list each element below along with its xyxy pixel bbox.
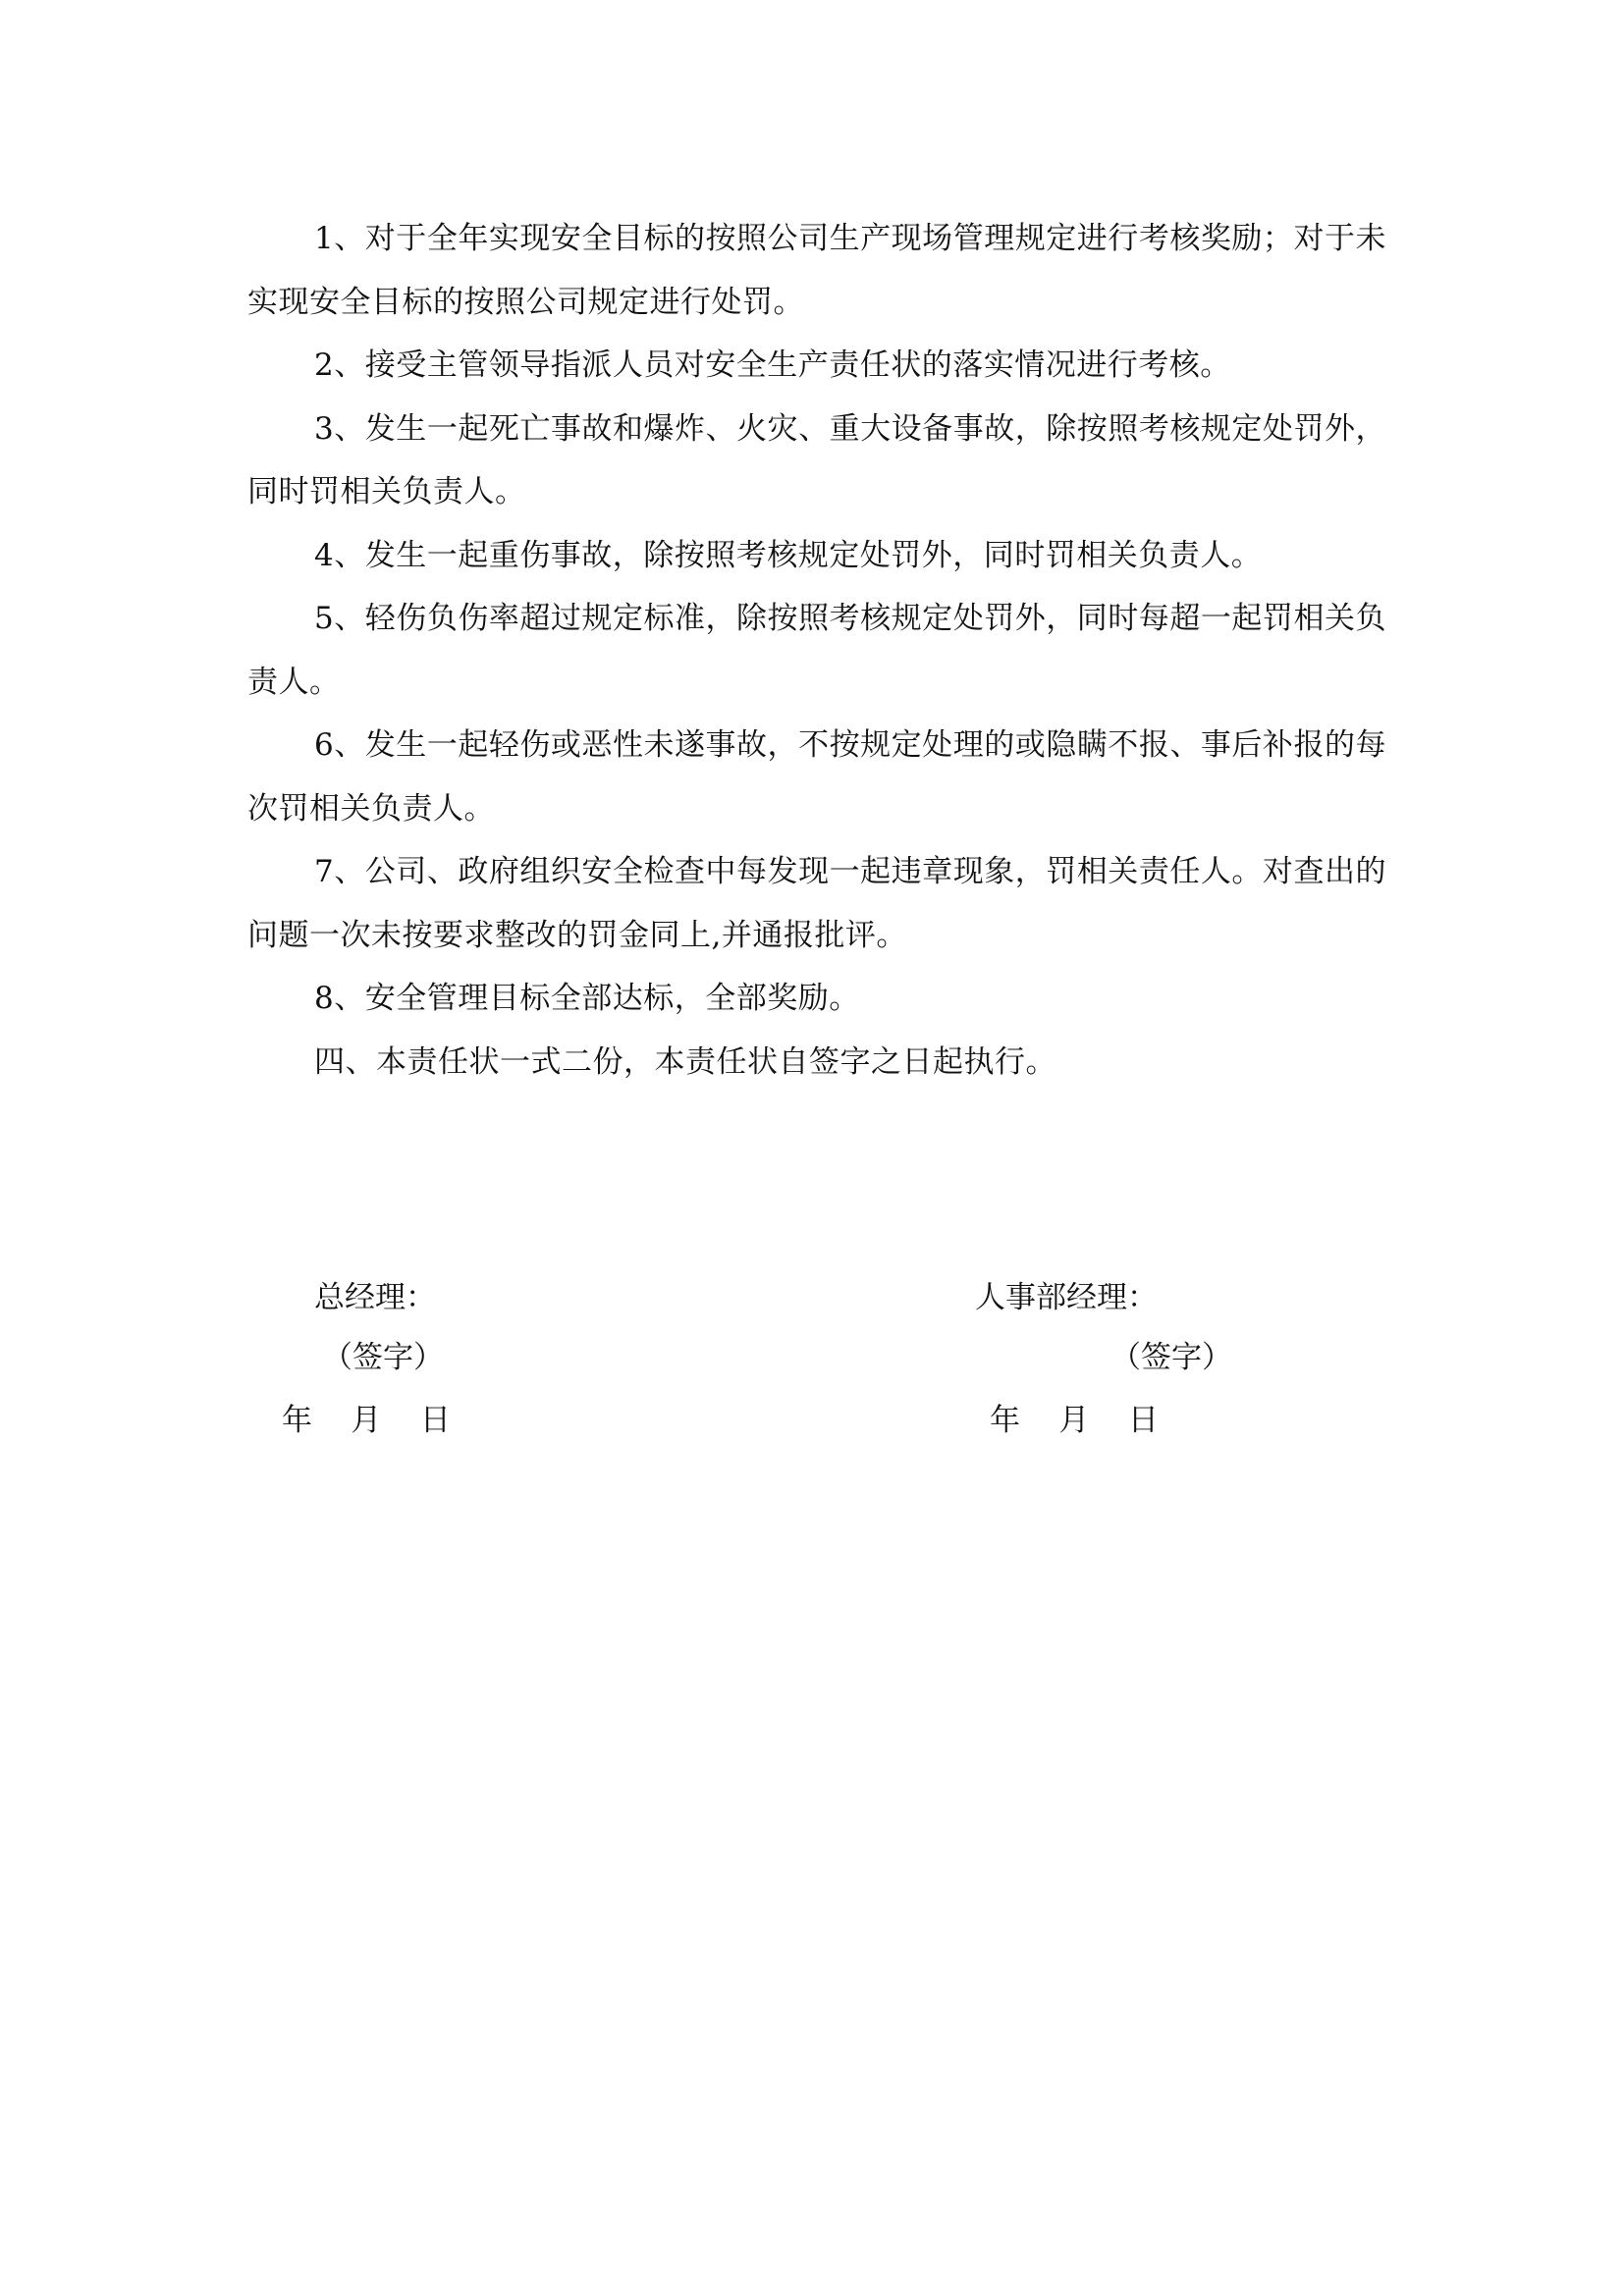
hr-manager-date: 年 月 日: [990, 1403, 1159, 1438]
hr-manager-sign-label: （签字）: [1110, 1340, 1232, 1375]
clause-1: 1、对于全年实现安全目标的按照公司生产现场管理规定进行考核奖励；对于未实现安全目标的按照公司规定进行处罚。: [247, 221, 1386, 320]
clause-3: 3、发生一起死亡事故和爆炸、火灾、重大设备事故，除按照考核规定处罚外，同时罚相关负责人。: [247, 410, 1386, 509]
general-manager-sign-label: （签字）: [322, 1340, 444, 1375]
clause-7: 7、公司、政府组织安全检查中每发现一起违章现象，罚相关责任人。对查出的问题一次未按要求整改的罚金同上,并通报批评。: [247, 854, 1386, 953]
hr-manager-label: 人事部经理：: [975, 1280, 1158, 1315]
document-body: [247, 207, 1386, 1094]
clause-8: 8、安全管理目标全部达标，全部奖励。: [314, 981, 860, 1016]
clause-2: 2、接受主管领导指派人员对安全生产责任状的落实情况进行考核。: [314, 347, 1231, 383]
general-manager-label: 总经理：: [314, 1280, 436, 1315]
clause-5: 5、轻伤负伤率超过规定标准，除按照考核规定处罚外，同时每超一起罚相关负责人。: [247, 601, 1386, 700]
clause-4: 4、发生一起重伤事故，除按照考核规定处罚外，同时罚相关负责人。: [314, 537, 1263, 573]
clause-6: 6、发生一起轻伤或恶性未遂事故，不按规定处理的或隐瞒不报、事后补报的每次罚相关负责人。: [247, 727, 1386, 827]
general-manager-date: 年 月 日: [282, 1403, 451, 1438]
section-4-clause: 四、本责任状一式二份，本责任状自签字之日起执行。: [314, 1043, 1056, 1080]
